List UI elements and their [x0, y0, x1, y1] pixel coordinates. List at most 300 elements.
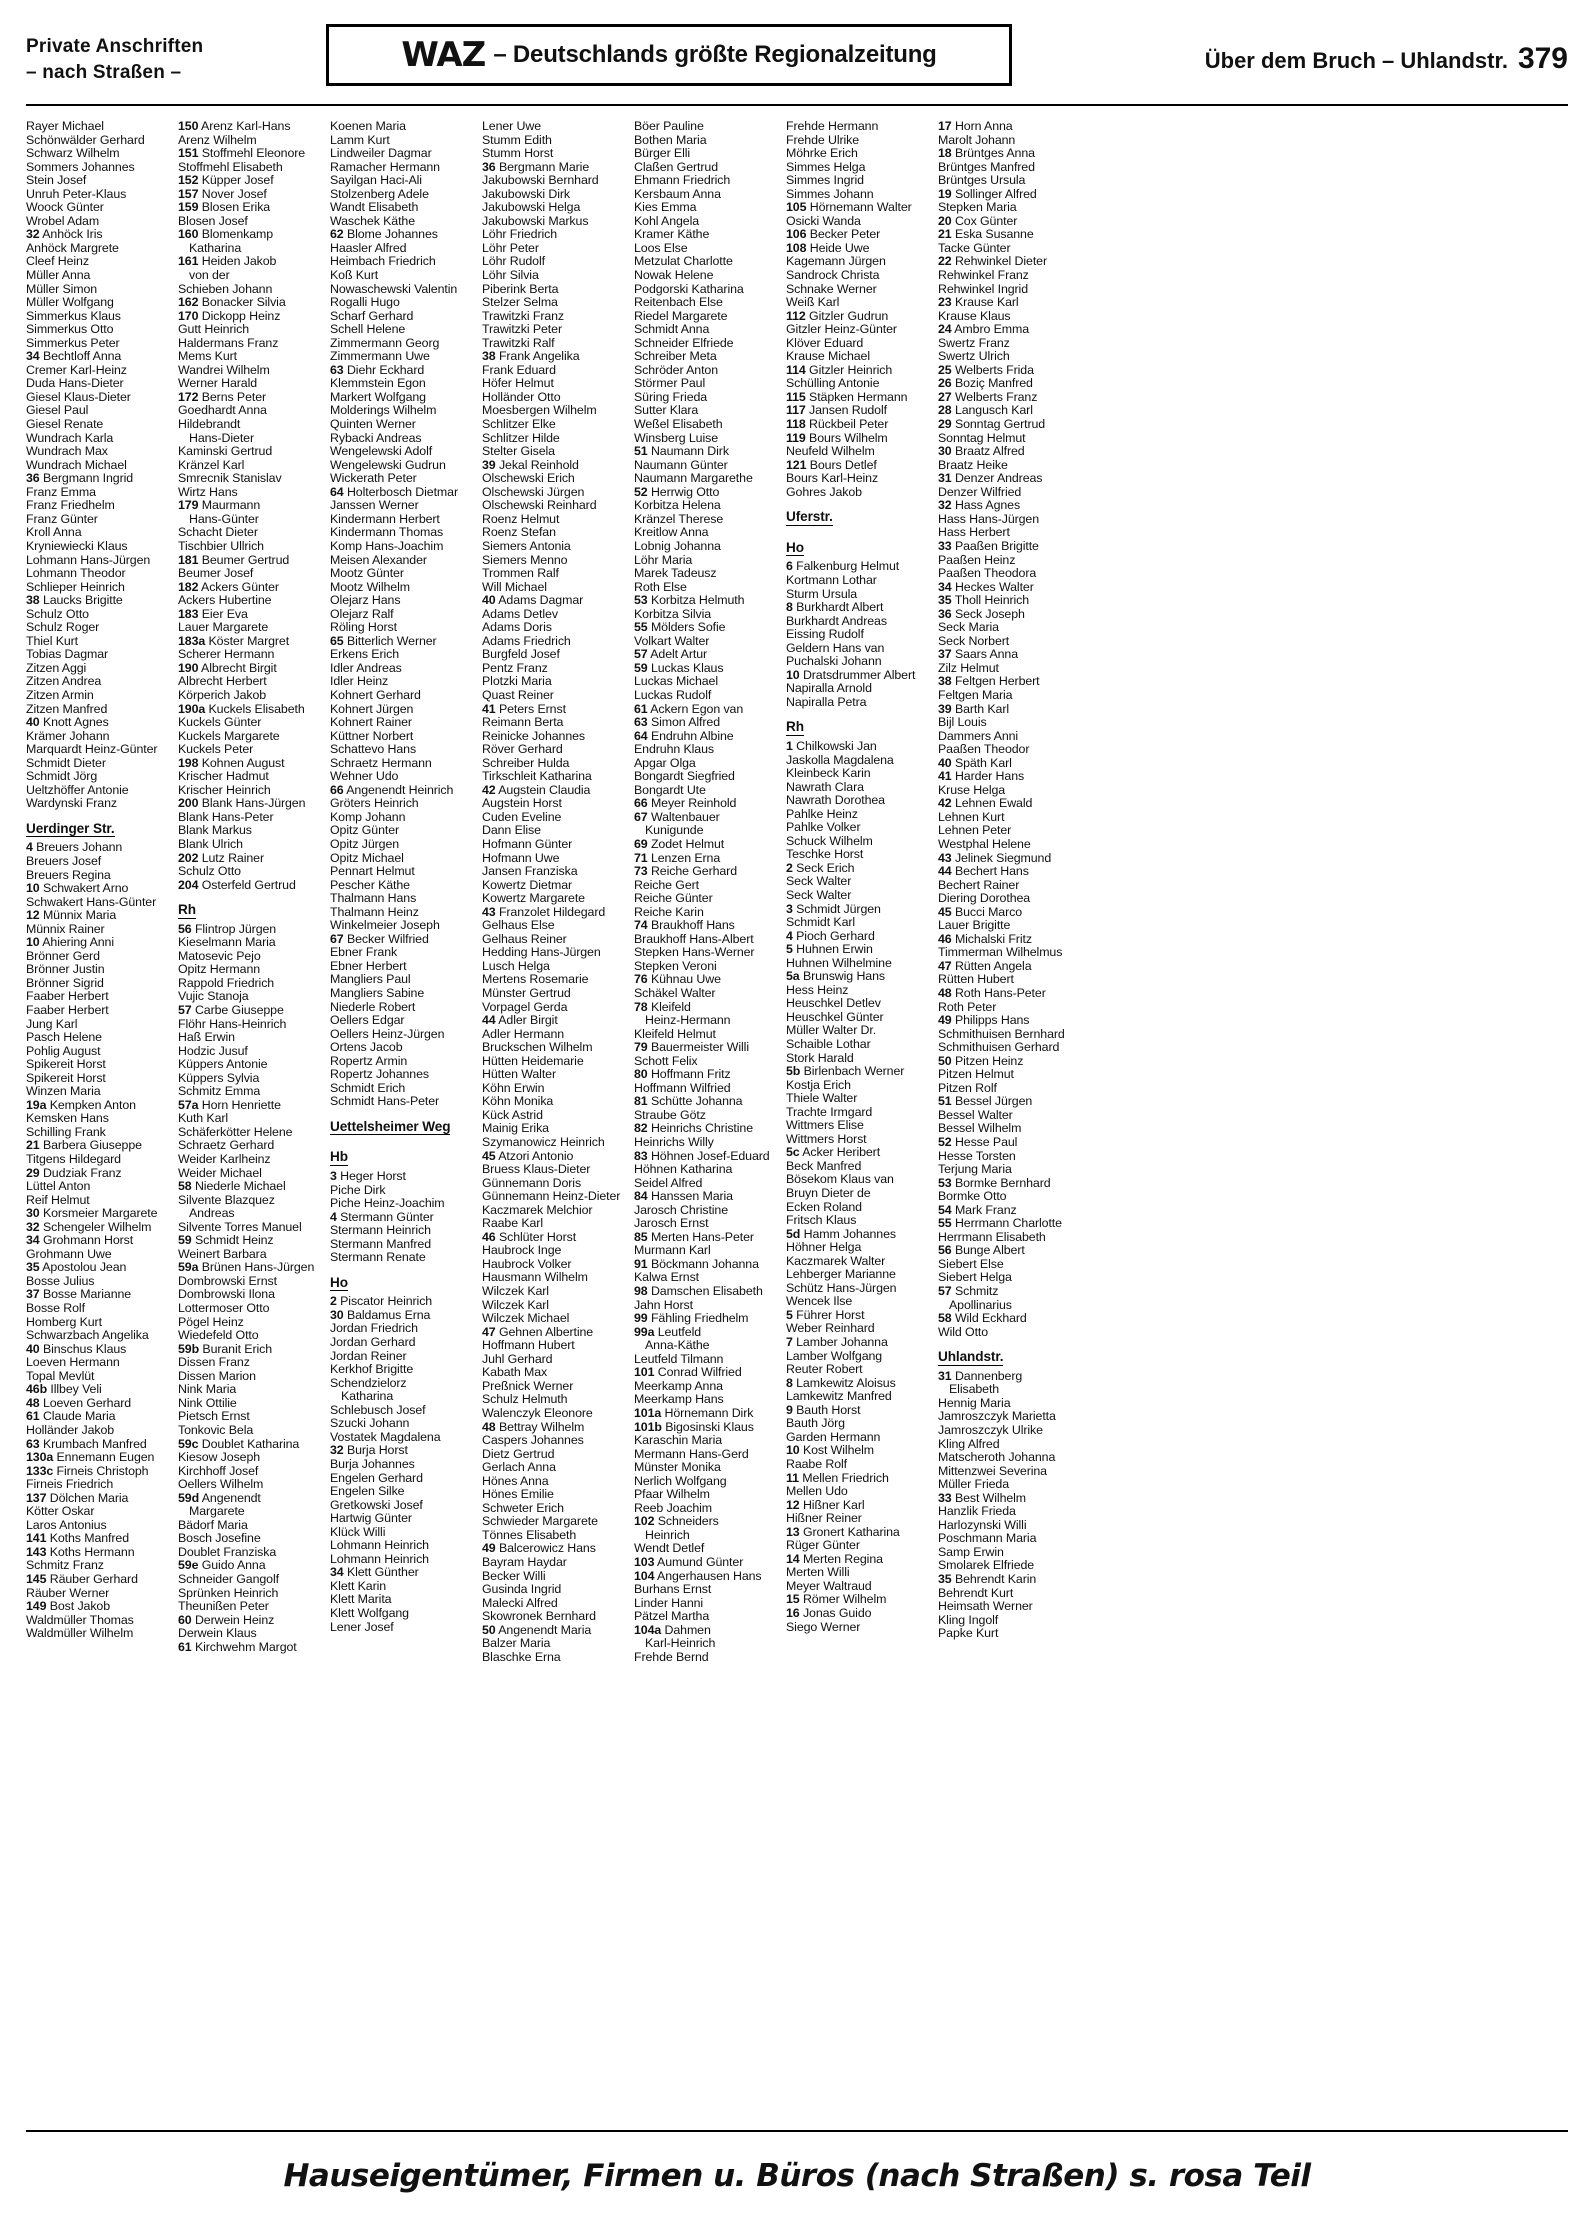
- house-number: 121: [786, 458, 807, 472]
- directory-entry: [634, 919, 786, 933]
- directory-entry: [330, 459, 482, 473]
- house-number: 34: [26, 350, 40, 364]
- resident-name: Müller Walter Dr.: [786, 1024, 877, 1038]
- resident-name: Krischer Heinrich: [178, 783, 271, 797]
- resident-name: Heimsath Werner: [938, 1600, 1033, 1614]
- resident-name: Franz Emma: [26, 485, 96, 499]
- directory-entry: [330, 1472, 482, 1486]
- resident-name: Best Wilhelm: [954, 1491, 1027, 1505]
- resident-name: Luckas Rudolf: [634, 688, 712, 702]
- directory-entry: [786, 1377, 938, 1391]
- resident-name: Nawrath Dorothea: [786, 794, 885, 808]
- directory-entry: [634, 933, 786, 947]
- resident-name: Weider Karlheinz: [178, 1153, 271, 1167]
- resident-name: Schraetz Hermann: [330, 756, 432, 770]
- directory-entry: [938, 1478, 1090, 1492]
- directory-entry: [330, 1621, 482, 1635]
- directory-entry: [786, 1092, 938, 1106]
- resident-name: Westphal Helene: [938, 837, 1031, 851]
- resident-name: Blank Markus: [178, 824, 252, 838]
- directory-entry: [786, 1309, 938, 1323]
- directory-entry: [938, 1258, 1090, 1272]
- directory-entry: [786, 486, 938, 500]
- house-number: 37: [26, 1288, 40, 1302]
- house-number: 49: [938, 1014, 952, 1028]
- directory-entry: [178, 1018, 330, 1032]
- directory-entry: [938, 838, 1090, 852]
- directory-entry: [482, 1502, 634, 1516]
- resident-name: Siebert Helga: [938, 1271, 1012, 1285]
- directory-entry: [634, 1610, 786, 1624]
- house-number: 18: [938, 147, 952, 161]
- directory-entry: [330, 608, 482, 622]
- directory-entry: [786, 323, 938, 337]
- directory-entry: [938, 1600, 1090, 1614]
- house-number: 66: [634, 797, 648, 811]
- directory-entry: [482, 201, 634, 215]
- resident-name: Blomenkamp: [201, 228, 274, 242]
- directory-entry: [634, 513, 786, 527]
- resident-name: Jarosch Christine: [634, 1203, 729, 1217]
- resident-name: Schlieper Heinrich: [26, 580, 125, 594]
- resident-name: Küppers Antonie: [178, 1058, 268, 1072]
- directory-entry: [330, 960, 482, 974]
- house-number: 119: [786, 431, 806, 445]
- resident-name: Dann Elise: [482, 824, 541, 838]
- directory-entry: [482, 377, 634, 391]
- resident-name: Münster Monika: [634, 1461, 721, 1475]
- directory-entry: [938, 1244, 1090, 1258]
- street-heading: [786, 709, 938, 740]
- resident-name: Schmitz Franz: [26, 1559, 104, 1573]
- resident-name: Illbey Veli: [50, 1383, 102, 1397]
- directory-entry: [26, 990, 178, 1004]
- directory-entry: [330, 892, 482, 906]
- resident-name: Mölders Sofie: [650, 621, 726, 635]
- resident-name: Saars Anna: [954, 648, 1019, 662]
- resident-name: Zitzen Andrea: [26, 675, 102, 689]
- directory-entry: [634, 1163, 786, 1177]
- resident-name: Holländer Otto: [482, 390, 561, 404]
- resident-name: Bechtloff Anna: [42, 350, 122, 364]
- directory-entry: [938, 703, 1090, 717]
- house-number: 76: [634, 973, 648, 987]
- directory-entry: [634, 1597, 786, 1611]
- directory-entry: [330, 1431, 482, 1445]
- street-heading-label: Uerdinger Str.: [26, 820, 115, 836]
- directory-entry: [330, 1566, 482, 1580]
- directory-entry: [178, 1587, 330, 1601]
- resident-name: Straube Götz: [634, 1108, 706, 1122]
- house-number: 40: [26, 716, 40, 730]
- directory-entry: [330, 472, 482, 486]
- resident-name: Küttner Norbert: [330, 729, 414, 743]
- directory-entry: [634, 797, 786, 811]
- directory-entry: [330, 1458, 482, 1472]
- house-number: 112: [786, 309, 806, 323]
- directory-entry: [482, 1556, 634, 1570]
- resident-name: Merten Regina: [802, 1552, 883, 1566]
- resident-name: Garden Hermann: [786, 1430, 881, 1444]
- resident-name: Pitzen Heinz: [954, 1054, 1024, 1068]
- resident-name: Gröters Heinrich: [330, 797, 419, 811]
- directory-entry: [330, 134, 482, 148]
- directory-entry: [786, 1228, 938, 1242]
- house-number: 66: [330, 783, 344, 797]
- directory-entry: [330, 1322, 482, 1336]
- resident-name: Franz Friedhelm: [26, 499, 115, 513]
- resident-name: Münster Gertrud: [482, 987, 571, 1000]
- resident-name: Löhr Peter: [482, 241, 539, 255]
- directory-entry: [178, 689, 330, 703]
- house-number: 57: [938, 1285, 952, 1299]
- directory-entry: [938, 946, 1090, 960]
- resident-name: Küppers Sylvia: [178, 1071, 260, 1085]
- directory-entry: [938, 567, 1090, 581]
- directory-entry: [330, 689, 482, 703]
- directory-entry: [786, 364, 938, 378]
- resident-name: Holterbosch Dietmar: [346, 485, 458, 499]
- resident-name: Opitz Hermann: [178, 963, 261, 977]
- directory-entry: [634, 269, 786, 283]
- directory-entry: [938, 648, 1090, 662]
- directory-entry: [26, 391, 178, 405]
- directory-entry: [330, 1363, 482, 1377]
- directory-entry: [634, 1570, 786, 1584]
- resident-name: Thalmann Heinz: [330, 905, 419, 919]
- resident-name: Schulz Otto: [26, 607, 89, 621]
- resident-name: Gronert Katharina: [802, 1525, 900, 1539]
- directory-entry: [786, 1295, 938, 1309]
- directory-entry: [482, 1190, 634, 1204]
- resident-name: Pfaar Wilhelm: [634, 1488, 710, 1502]
- directory-entry: [786, 1119, 938, 1133]
- resident-name: Opitz Jürgen: [330, 837, 400, 851]
- resident-name: Derwein Klaus: [178, 1627, 257, 1641]
- resident-name: Malecki Alfred: [482, 1596, 558, 1610]
- resident-name: Paaßen Theodor: [938, 743, 1030, 757]
- directory-entry: [26, 730, 178, 744]
- resident-name: Jarosch Ernst: [634, 1217, 709, 1231]
- resident-name: Herrwig Otto: [650, 485, 720, 499]
- directory-entry: [330, 621, 482, 635]
- resident-name: von der: [189, 269, 230, 283]
- resident-name: Mellen Udo: [786, 1485, 848, 1499]
- directory-entry: [26, 770, 178, 784]
- resident-name: Günnemann Heinz-Dieter: [482, 1190, 621, 1204]
- directory-entry: [178, 1532, 330, 1546]
- directory-entry: [786, 1580, 938, 1594]
- directory-entry: [482, 1475, 634, 1489]
- resident-name: Rehwinkel Franz: [938, 269, 1029, 283]
- resident-name: Balcerowicz Hans: [498, 1542, 596, 1556]
- header-caption-line2: – nach Straßen –: [26, 61, 182, 83]
- resident-name: Pietsch Ernst: [178, 1410, 250, 1424]
- directory-entry: [634, 1001, 786, 1015]
- directory-entry: [178, 350, 330, 364]
- resident-name: Krumbach Manfred: [42, 1437, 147, 1451]
- directory-entry: [26, 855, 178, 869]
- resident-name: Ennemann Eugen: [56, 1451, 155, 1465]
- directory-entry: [482, 567, 634, 581]
- resident-name: Schengeler Wilhelm: [42, 1220, 152, 1234]
- directory-entry: [634, 486, 786, 500]
- resident-name: Pennart Helmut: [330, 865, 415, 879]
- directory-entry: [178, 1478, 330, 1492]
- resident-name: Schulz Otto: [178, 865, 241, 879]
- house-number: 102: [634, 1515, 655, 1529]
- directory-entry: [26, 432, 178, 446]
- resident-name: Rybacki Andreas: [330, 431, 422, 445]
- directory-entry: [634, 1502, 786, 1516]
- house-number: 58: [938, 1312, 952, 1326]
- house-number: 190: [178, 661, 199, 675]
- directory-entry: [26, 1207, 178, 1221]
- directory-entry: [482, 1041, 634, 1055]
- resident-name: Kling Alfred: [938, 1437, 1000, 1451]
- resident-name: Bitterlich Werner: [346, 634, 437, 648]
- resident-name: Weber Reinhard: [786, 1322, 875, 1336]
- directory-entry: [786, 174, 938, 188]
- resident-name: Trawitzki Ralf: [482, 336, 555, 350]
- resident-name: Lindweiler Dagmar: [330, 147, 432, 161]
- directory-entry: [634, 1122, 786, 1136]
- directory-entry: [482, 1177, 634, 1191]
- directory-entry: [634, 1204, 786, 1218]
- directory-entry: [26, 513, 178, 527]
- directory-entry: [786, 588, 938, 602]
- resident-name: Bruess Klaus-Dieter: [482, 1163, 591, 1177]
- directory-entry: [938, 1559, 1090, 1573]
- directory-entry: [26, 1275, 178, 1289]
- street-heading: [786, 530, 938, 561]
- resident-name: Quast Reiner: [482, 688, 554, 702]
- resident-name: Hans-Dieter: [189, 431, 255, 445]
- directory-entry: [634, 1312, 786, 1326]
- directory-entry: [26, 554, 178, 568]
- resident-name: Kowertz Margarete: [482, 892, 585, 906]
- house-number: 152: [178, 174, 199, 188]
- resident-name: Elisabeth: [949, 1383, 1000, 1397]
- directory-entry: [482, 865, 634, 879]
- directory-entry: [178, 1248, 330, 1262]
- resident-name: Schmithuisen Bernhard: [938, 1027, 1065, 1041]
- directory-entry: [634, 1651, 786, 1665]
- directory-entry: [178, 1627, 330, 1641]
- resident-name: Kohnert Gerhard: [330, 688, 421, 702]
- house-number: 106: [786, 228, 807, 242]
- directory-entry: [482, 1624, 634, 1638]
- house-number: 26: [938, 377, 952, 391]
- directory-entry: [482, 743, 634, 757]
- directory-entry: [330, 1211, 482, 1225]
- resident-name: Zimmermann Georg: [330, 336, 440, 350]
- street-heading-label: Ho: [330, 1274, 348, 1290]
- directory-entry: [938, 364, 1090, 378]
- resident-name: Blome Johannes: [346, 228, 438, 242]
- resident-name: Bongardt Ute: [634, 783, 706, 797]
- directory-entry: [330, 838, 482, 852]
- directory-entry: [482, 689, 634, 703]
- directory-entry: [938, 594, 1090, 608]
- directory-entry: [634, 1583, 786, 1597]
- directory-entry: [634, 526, 786, 540]
- directory-entry: [482, 1434, 634, 1448]
- resident-name: Schmithuisen Gerhard: [938, 1041, 1060, 1055]
- directory-entry: [938, 1204, 1090, 1218]
- resident-name: Seck Maria: [938, 621, 999, 635]
- directory-entry: [634, 987, 786, 1001]
- resident-name: Bruckschen Wilhelm: [482, 1041, 593, 1055]
- directory-entry: [330, 554, 482, 568]
- resident-name: Niederle Michael: [194, 1180, 286, 1194]
- resident-name: Silvente Blazquez: [178, 1193, 275, 1207]
- directory-entry: [938, 811, 1090, 825]
- directory-entry: [330, 283, 482, 297]
- house-number: 40: [26, 1342, 40, 1356]
- resident-name: Wickerath Peter: [330, 472, 417, 486]
- resident-name: Meyer Waltraud: [786, 1579, 872, 1593]
- resident-name: Giesel Paul: [26, 404, 89, 418]
- resident-name: Luckas Klaus: [650, 661, 724, 675]
- directory-entry: [634, 1542, 786, 1556]
- directory-entry: [482, 1204, 634, 1218]
- resident-name: Koenen Maria: [330, 120, 406, 133]
- directory-entry: [482, 1488, 634, 1502]
- directory-entry: [330, 1014, 482, 1028]
- directory-entry: [178, 1180, 330, 1194]
- directory-entry: [330, 1499, 482, 1513]
- house-number: 48: [482, 1420, 496, 1434]
- resident-name: Krause Karl: [954, 296, 1019, 310]
- resident-name: Anhöck Iris: [42, 228, 103, 242]
- directory-entry: [938, 865, 1090, 879]
- resident-name: Burja Horst: [346, 1444, 408, 1458]
- resident-name: Löhr Silvia: [482, 269, 539, 283]
- directory-entry: [26, 1329, 178, 1343]
- house-number: 39: [482, 458, 496, 472]
- house-number: 183: [178, 607, 199, 621]
- directory-entry: [938, 255, 1090, 269]
- resident-name: Vorpagel Gerda: [482, 1000, 568, 1014]
- resident-name: Zodet Helmut: [650, 837, 725, 851]
- resident-name: Flöhr Hans-Heinrich: [178, 1017, 287, 1031]
- directory-entry: [786, 1079, 938, 1093]
- directory-entry: [330, 201, 482, 215]
- directory-entry: [938, 513, 1090, 527]
- resident-name: Lohmann Hans-Jürgen: [26, 553, 151, 567]
- directory-entry: [786, 1472, 938, 1486]
- directory-entry: [938, 1424, 1090, 1438]
- directory-entry: [786, 957, 938, 971]
- directory-entry: [786, 1553, 938, 1567]
- street-heading-label: Rh: [786, 719, 804, 735]
- resident-name: Theunißen Peter: [178, 1600, 269, 1614]
- resident-name: Matosevic Pejo: [178, 949, 261, 963]
- resident-name: Murmann Karl: [634, 1244, 711, 1258]
- directory-entry: [634, 350, 786, 364]
- directory-entry: [26, 1316, 178, 1330]
- resident-name: Schlitzer Elke: [482, 418, 556, 432]
- resident-name: Denzer Andreas: [954, 472, 1043, 486]
- resident-name: Frehde Bernd: [634, 1650, 709, 1664]
- resident-name: Bruyn Dieter de: [786, 1187, 871, 1201]
- house-number: 55: [634, 621, 648, 635]
- directory-entry: [482, 1055, 634, 1069]
- directory-entry: [26, 1410, 178, 1424]
- directory-entry: [178, 1261, 330, 1275]
- directory-entry: [178, 201, 330, 215]
- directory-entry: [178, 594, 330, 608]
- resident-name: Trachte Irmgard: [786, 1105, 873, 1119]
- directory-entry: [178, 1546, 330, 1560]
- resident-name: Reiche Günter: [634, 892, 713, 906]
- directory-entry: [26, 228, 178, 242]
- resident-name: Geldern Hans van: [786, 641, 885, 655]
- resident-name: Lottermoser Otto: [178, 1302, 270, 1316]
- directory-entry: [330, 1197, 482, 1211]
- directory-entry: [938, 608, 1090, 622]
- directory-entry: [330, 1055, 482, 1069]
- resident-name: Kirchwehm Margot: [194, 1640, 297, 1654]
- resident-name: Breuers Regina: [26, 868, 111, 882]
- resident-name: Kieselmann Maria: [178, 936, 276, 950]
- directory-entry: [938, 1614, 1090, 1628]
- directory-entry: [26, 526, 178, 540]
- resident-name: Winsberg Luise: [634, 431, 718, 445]
- house-number: 3: [786, 902, 793, 916]
- resident-name: Müller Wolfgang: [26, 296, 114, 310]
- street-heading: [938, 1339, 1090, 1370]
- directory-entry: [482, 1014, 634, 1028]
- house-number: 4: [330, 1210, 337, 1224]
- house-number: 61: [634, 702, 648, 716]
- directory-entry: [482, 147, 634, 161]
- resident-name: Bettray Wilhelm: [498, 1420, 585, 1434]
- directory-entry: [786, 255, 938, 269]
- resident-name: Kagemann Jürgen: [786, 255, 886, 269]
- resident-name: Adelt Artur: [650, 648, 708, 662]
- house-number: 35: [938, 1572, 952, 1586]
- directory-entry: [938, 1271, 1090, 1285]
- directory-entry: [178, 1112, 330, 1126]
- directory-entry: [178, 581, 330, 595]
- directory-entry: [938, 960, 1090, 974]
- directory-entry: [634, 1028, 786, 1042]
- directory-entry: [330, 228, 482, 242]
- directory-entry: [482, 675, 634, 689]
- resident-name: Thalmann Hans: [330, 892, 417, 906]
- house-number: 160: [178, 228, 199, 242]
- directory-entry: [178, 1383, 330, 1397]
- house-number: 42: [482, 783, 496, 797]
- resident-name: Endruhn Klaus: [634, 743, 714, 757]
- directory-entry: [330, 337, 482, 351]
- resident-name: Lohmann Heinrich: [330, 1539, 429, 1553]
- header-left-caption: [26, 34, 276, 85]
- resident-name: Stork Harald: [786, 1051, 854, 1065]
- resident-name: Brünen Hans-Jürgen: [201, 1261, 315, 1275]
- resident-name: Sayilgan Haci-Ali: [330, 174, 422, 188]
- resident-name: Ropertz Armin: [330, 1054, 408, 1068]
- house-number: 64: [330, 485, 344, 499]
- directory-entry: [26, 716, 178, 730]
- directory-entry: [634, 418, 786, 432]
- house-number: 202: [178, 851, 199, 865]
- resident-name: Schönwälder Gerhard: [26, 133, 145, 147]
- directory-entry: [178, 1410, 330, 1424]
- resident-name: Dudziak Franz: [42, 1166, 122, 1180]
